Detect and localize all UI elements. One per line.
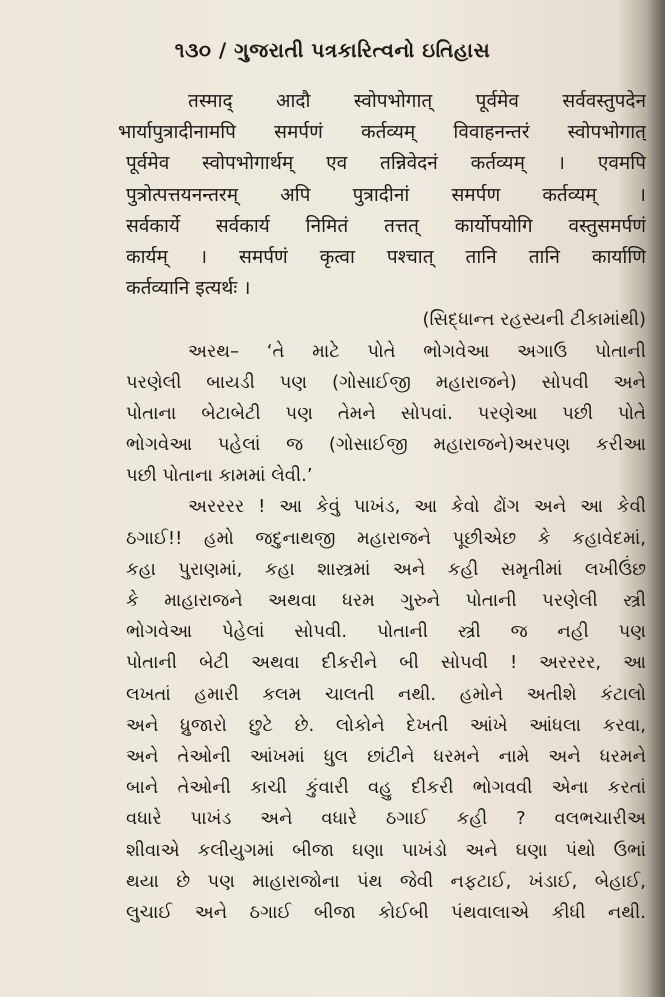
commentary-line: લખતાં હમારી કલમ ચાલતી નથી. હમોને અતીશે કંટાલો bbox=[126, 683, 646, 705]
commentary-line: કહા પુરાણમાં, કહા શાસ્ત્રમાં અને કહી સમૃતીમાં લખીઉંછ bbox=[126, 558, 646, 580]
page-header: ૧૩૦ / ગુજરાતી પત્રકારિત્વનો ઇતિહાસ bbox=[174, 38, 491, 62]
commentary-line: ભોગવેઆ પેહેલાં સોપવી. પોતાની સ્ત્રી જ નહી પણ bbox=[126, 621, 646, 643]
commentary-line: અને તેઓની આંખમાં ધુલ છાંટીને ધરમને નામે અને ધરમને bbox=[126, 745, 646, 767]
sanskrit-line: भार्यापुत्रादीनामपि समर्पणं कर्तव्यम् विवाहनन्तरं स्वोपभोगात् bbox=[118, 121, 646, 144]
sanskrit-line: कर्तव्यानि इत्यर्थः । bbox=[126, 277, 251, 300]
commentary-line: શીવાએ કલીયુગમાં બીજા ઘણા પાખંડો અને ઘણા પંથો ઉભાં bbox=[126, 839, 646, 861]
sanskrit-line: पुत्रोत्पत्तयनन्तरम् अपि पुत्रादीनां समर्पण कर्तव्यम् । bbox=[126, 183, 646, 206]
page-edge-shadow bbox=[647, 0, 665, 997]
commentary-line: કે માહારાજને અથવા ધરમ ગુરુને પોતાની પરણેલી સ્ત્રી bbox=[126, 590, 646, 611]
source-note: (સિદ્ધાન્ત રહસ્યની ટીકામાંથી) bbox=[422, 309, 646, 331]
meaning-line: પોતાના બેટાબેટી પણ તેમને સોપવાં. પરણેઆ પછી પોતે bbox=[126, 402, 646, 424]
sanskrit-line: पूर्वमेव स्वोपभोगार्थम् एव तन्निवेदनं कर्तव्यम् । एवमपि bbox=[126, 152, 646, 175]
commentary-line: અને ધ્રુજારો છુટે છે. લોકોને દેખતી આંખે આંધલા કરવા, bbox=[126, 714, 646, 736]
sanskrit-line: तस्माद् आदौ स्वोपभोगात् पूर्वमेव सर्ववस्तुपदेन bbox=[188, 90, 646, 112]
commentary-line: થયા છે પણ માહારાજોના પંથ જેવી નફટાઈ, ખંડાઈ, બેહાઈ, bbox=[126, 870, 646, 892]
commentary-line: વધારે પાખંડ અને વધારે ઠગાઈ કહી ? વલભચારીઅ bbox=[126, 808, 646, 830]
sanskrit-line: सर्वकार्ये सर्वकार्य निमितं तत्तत् कार्योपयोगि वस्तुसमर्पणं bbox=[126, 214, 646, 237]
meaning-line: અરથ– ‘તે માટે પોતે ભોગવેઆ અગાઉ પોતાની bbox=[188, 340, 646, 362]
commentary-line: અરરરર ! આ કેવું પાખંડ, આ કેવો ઢોંગ અને આ કેવી bbox=[188, 496, 646, 518]
commentary-line: ઠગાઈ!! હમો જદુનાથજી મહારાજને પૂછીએછ કે કહાવેદમાં, bbox=[126, 527, 646, 549]
meaning-line: પછી પોતાના કામમાં લેવી.’ bbox=[126, 465, 313, 487]
commentary-line: બાને તેઓની કાચી કુંવારી વહુ દીકરી ભોગવવી એના કરતાં bbox=[126, 777, 646, 799]
commentary-line: પોતાની બેટી અથવા દીકરીને બી સોપવી ! અરરરર, આ bbox=[126, 652, 646, 674]
page-body bbox=[118, 86, 646, 928]
meaning-line: ભોગવેઆ પહેલાં જ (ગોસાઈજી મહારાજને)અરપણ કરીઆ bbox=[126, 434, 646, 456]
meaning-line: પરણેલી બાયડી પણ (ગોસાઈજી મહારાજને) સોપવી અને bbox=[126, 371, 646, 393]
commentary-line: લુચાઈ અને ઠગાઈ બીજા કોઈબી પંથવાલાએ કીધી નથી. bbox=[126, 901, 646, 923]
sanskrit-line: कार्यम् । समर्पणं कृत्वा पश्चात् तानि तानि कार्याणि bbox=[126, 245, 646, 268]
